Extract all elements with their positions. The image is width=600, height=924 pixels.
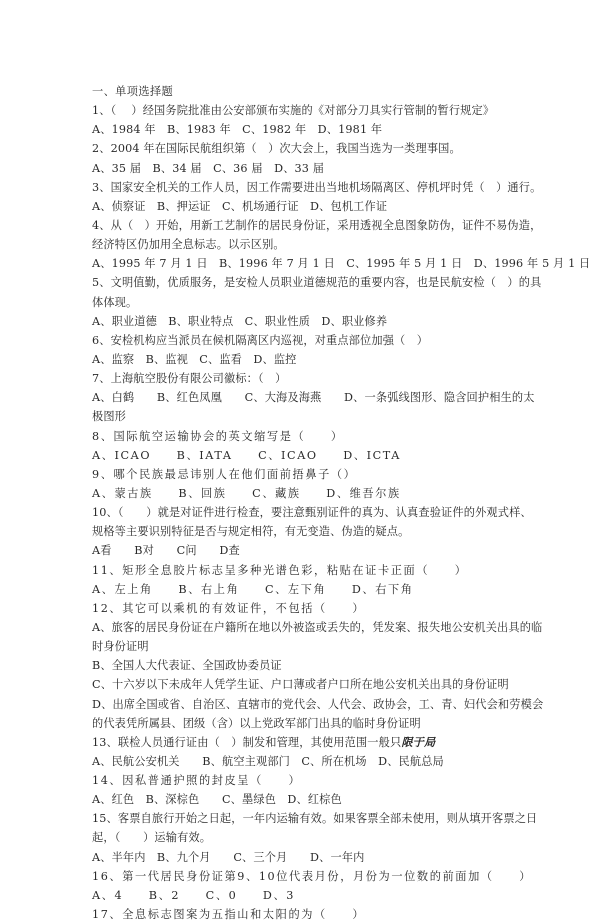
answer-options-line [92,580,532,599]
line-text: A、侦察证 B、押运证 C、机场通行证 D、包机工作证 [92,199,388,213]
line-text: 10、（ ）就是对证件进行检查，要注意甄别证件的真为、认真查验证件的外观式样、 [92,506,532,520]
line-text: A、监察 B、监视 C、监看 D、监控 [92,352,297,366]
line-text: 经济特区仍加用全息标志。以示区别。 [92,238,285,252]
line-text: A、1995 年 7 月 1 日 B、1996 年 7 月 1 日 C、1995 年 5 月 1 日 D、1996 年 5 月 1 日 [92,257,591,271]
question-line [92,733,532,752]
answer-options-line [92,886,532,905]
line-text: 17、全息标志图案为五指山和太阳的为（ ） [92,908,366,922]
answer-options-line [92,120,532,139]
answer-options-line [92,541,532,560]
question-line [92,599,532,618]
line-text: 15、客票自旅行开始之日起，一年内运输有效。如果客票全部未使用，则从填开客票之日 [92,812,538,826]
line-text: A看 B对 C问 D查 [92,544,240,558]
line-text: 5、文明值勤，优质服务，是安检人员职业道德规范的重要内容，也是民航安检（ ）的具 [92,276,542,290]
line-text: A、红色 B、深棕色 C、墨绿色 D、红棕色 [92,793,342,807]
line-text: 1、（ ）经国务院批准由公安部颁布实施的《对部分刀具实行管制的暂行规定》 [92,104,495,118]
line-text: 6、安检机构应当派员在候机隔离区内巡视，对重点部位加强（ ） [92,333,429,347]
line-text: 8、国际航空运输协会的英文缩写是（ ） [92,429,344,443]
question-line [92,139,532,158]
question-line [92,273,542,292]
answer-options-line [92,675,532,694]
answer-options-line [92,197,532,216]
line-text: 14、因私普通护照的封皮呈（ ） [92,774,302,788]
answer-options-line [92,484,532,503]
answer-options-line [92,618,543,637]
question-line [92,369,532,388]
line-text: 体体现。 [92,295,138,309]
question-line [92,503,532,522]
question-line [92,331,532,350]
document-page [92,82,591,924]
answer-options-line [92,848,532,867]
question-line [92,561,532,580]
line-text: B、全国人大代表证、全国政协委员证 [92,659,282,673]
question-line [92,101,532,120]
line-text: A、35 届 B、34 届 C、36 届 D、33 届 [92,161,325,175]
line-text: 7、上海航空股份有限公司徽标：（ ） [92,372,287,386]
question-line [92,905,532,924]
line-text: 9、哪个民族最忌讳别人在他们面前捂鼻子（） [92,467,357,481]
line-text: 13、联检人员通行证由（ ）制发和管理，其使用范围一般只 [92,735,402,749]
answer-options-line [92,254,591,273]
line-text: A、半年内 B、九个月 C、三个月 D、一年内 [92,850,365,864]
handwritten-tail-text: 限于局 [401,734,436,749]
answer-options-line [92,159,532,178]
answer-options-line [92,312,532,331]
question-line [92,293,532,312]
question-line [92,465,532,484]
line-text: 12、其它可以乘机的有效证件，不包括（ ） [92,601,366,615]
line-text: D、出席全国或省、自治区、直辖市的党代会、人代会、政协会，工、青、妇代会和劳模会 [92,697,544,711]
line-text: A、1984 年 B、1983 年 C、1982 年 D、1981 年 [92,123,383,137]
question-line [92,427,532,446]
line-text: 规格等主要识别特征是否与规定相符，有无变造、伪造的疑点。 [92,525,410,539]
answer-options-line [92,446,532,465]
line-text: A、ICAO B、IATA C、ICAO D、ICTA [92,448,401,462]
line-text: 3、国家安全机关的工作人员，因工作需要进出当地机场隔离区、停机坪时凭（ ）通行。 [92,180,542,194]
line-text: 4、从（ ）开始，用新工艺制作的居民身份证，采用透视全息图象防伪，证件不易伪造， [92,218,542,232]
question-line [92,828,532,847]
line-text: A、职业道德 B、职业特点 C、职业性质 D、职业修养 [92,314,388,328]
question-line [92,178,542,197]
answer-options-line [92,752,532,771]
line-text: 时身份证明 [92,640,149,654]
answer-options-line [92,407,532,426]
line-text: A、左上角 B、右上角 C、左下角 D、右下角 [92,582,414,596]
line-text: A、民航公安机关 B、航空主观部门 C、所在机场 D、民航总局 [92,754,444,768]
answer-options-line [92,790,532,809]
line-text: 的代表凭所属县、团级（含）以上党政军部门出具的临时身份证明 [92,716,421,730]
question-line [92,771,532,790]
question-line [92,809,538,828]
question-line [92,235,532,254]
line-text: A、蒙古族 B、回族 C、藏族 D、维吾尔族 [92,486,401,500]
answer-options-line [92,714,532,733]
answer-options-line [92,388,535,407]
line-text: 16、第一代居民身份证第9、10位代表月份，月份为一位数的前面加（ ） [92,869,533,883]
question-line [92,867,532,886]
line-text: 极图形 [92,410,127,424]
answer-options-line [92,350,532,369]
line-text: A、旅客的居民身份证在户籍所在地以外被盗或丢失的，凭发案、报失地公安机关出具的临 [92,620,543,634]
answer-options-line [92,656,532,675]
line-text: C、十六岁以下未成年人凭学生证、户口薄或者户口所在地公安机关出具的身份证明 [92,678,509,692]
line-text: A、白鹤 B、红色凤凰 C、大海及海燕 D、一条弧线图形、隐含回护相生的太 [92,391,535,405]
question-list [92,101,591,924]
answer-options-line [92,637,532,656]
section-title: 一、单项选择题 [92,85,174,98]
question-line [92,522,532,541]
line-text: A、4 B、2 C、0 D、3 [92,888,295,902]
answer-options-line [92,695,544,714]
line-text: 起，（ ）运输有效。 [92,831,212,845]
question-line [92,216,542,235]
line-text: 2、2004 年在国际民航组织第（ ）次大会上，我国当选为一类理事国。 [92,142,461,156]
line-text: 11、矩形全息胶片标志呈多种光谱色彩，粘贴在证卡正面（ ） [92,563,468,577]
